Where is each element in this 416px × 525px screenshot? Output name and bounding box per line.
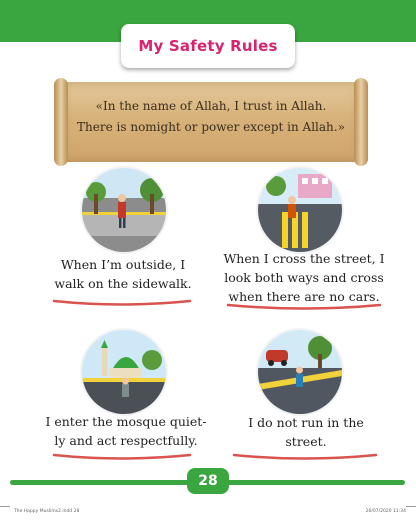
page-title: My Safety Rules xyxy=(138,37,278,55)
crop-mark xyxy=(0,506,10,507)
rule-2-underline xyxy=(226,302,382,314)
rule-1-caption xyxy=(48,255,198,293)
rule-3-line-2: ly and act respectfully. xyxy=(54,433,198,448)
rule-3-line-1: I enter the mosque quiet- xyxy=(45,414,207,429)
title-tab xyxy=(121,24,295,68)
rule-2-line-3: when there are no cars. xyxy=(228,289,380,304)
rule-2-line-1: When I cross the street, I xyxy=(223,251,385,266)
sidewalk-illustration xyxy=(82,168,166,252)
rule-4-caption xyxy=(226,413,386,451)
rule-4-underline xyxy=(232,452,378,464)
prayer-line-1: «In the name of Allah, I trust in Allah. xyxy=(95,99,327,113)
crop-mark xyxy=(406,506,416,507)
rule-1-line-1: When I’m outside, I xyxy=(60,257,186,272)
rule-2-caption xyxy=(216,249,392,306)
prayer-scroll xyxy=(62,82,360,162)
prayer-text xyxy=(76,96,346,138)
print-slug-timestamp: 26/07/2020 11:34 xyxy=(365,509,406,514)
rule-4-line-2: street. xyxy=(285,434,327,449)
rule-1-line-2: walk on the sidewalk. xyxy=(54,276,192,291)
rule-4-line-1: I do not run in the xyxy=(248,415,364,430)
crosswalk-illustration xyxy=(258,168,342,252)
rule-1-underline xyxy=(52,298,192,310)
rule-3-underline xyxy=(52,452,192,464)
print-slug-filename: The Happy Muslims2.indd 28 xyxy=(14,509,80,514)
page-number: 28 xyxy=(198,473,218,489)
rule-3-caption xyxy=(42,412,210,450)
rule-2-line-2: look both ways and cross xyxy=(224,270,384,285)
street-running-illustration xyxy=(258,330,342,414)
mosque-illustration xyxy=(82,330,166,414)
prayer-line-2: There is nomight or power except in Allah.» xyxy=(77,120,345,134)
page-number-badge xyxy=(187,468,229,494)
